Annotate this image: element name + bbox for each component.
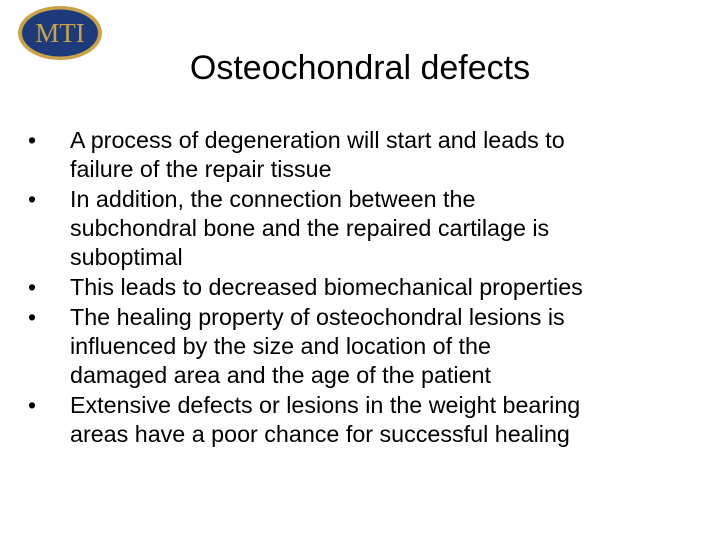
slide-title: Osteochondral defects [189, 49, 531, 87]
bullet-dot: • [28, 274, 37, 300]
bullet-item [28, 185, 688, 272]
bullet-item [28, 303, 688, 390]
bullet-line: subchondral bone and the repaired cartilage is [70, 215, 550, 241]
bullet-dot: • [28, 304, 37, 330]
bullet-line: failure of the repair tissue [70, 156, 332, 182]
bullet-line: areas have a poor chance for successful healing [70, 421, 570, 447]
bullet-line: A process of degeneration will start and leads to [70, 127, 565, 153]
bullet-dot: • [28, 127, 37, 153]
bullet-item [28, 391, 688, 449]
bullet-line: Extensive defects or lesions in the weight bearing [70, 392, 581, 418]
bullet-line: damaged area and the age of the patient [70, 362, 491, 388]
bullet-dot: • [28, 186, 37, 212]
bullet-line: suboptimal [70, 244, 183, 270]
bullet-dot: • [28, 392, 37, 418]
bullet-line: The healing property of osteochondral lesions is [70, 304, 565, 330]
bullet-line: This leads to decreased biomechanical properties [70, 274, 583, 300]
bullet-item [28, 126, 688, 184]
logo-text: MTI [35, 18, 85, 48]
bullet-line: influenced by the size and location of the [70, 333, 491, 359]
bullet-line: In addition, the connection between the [70, 186, 476, 212]
bullet-list [28, 126, 688, 450]
bullet-item [28, 273, 688, 302]
